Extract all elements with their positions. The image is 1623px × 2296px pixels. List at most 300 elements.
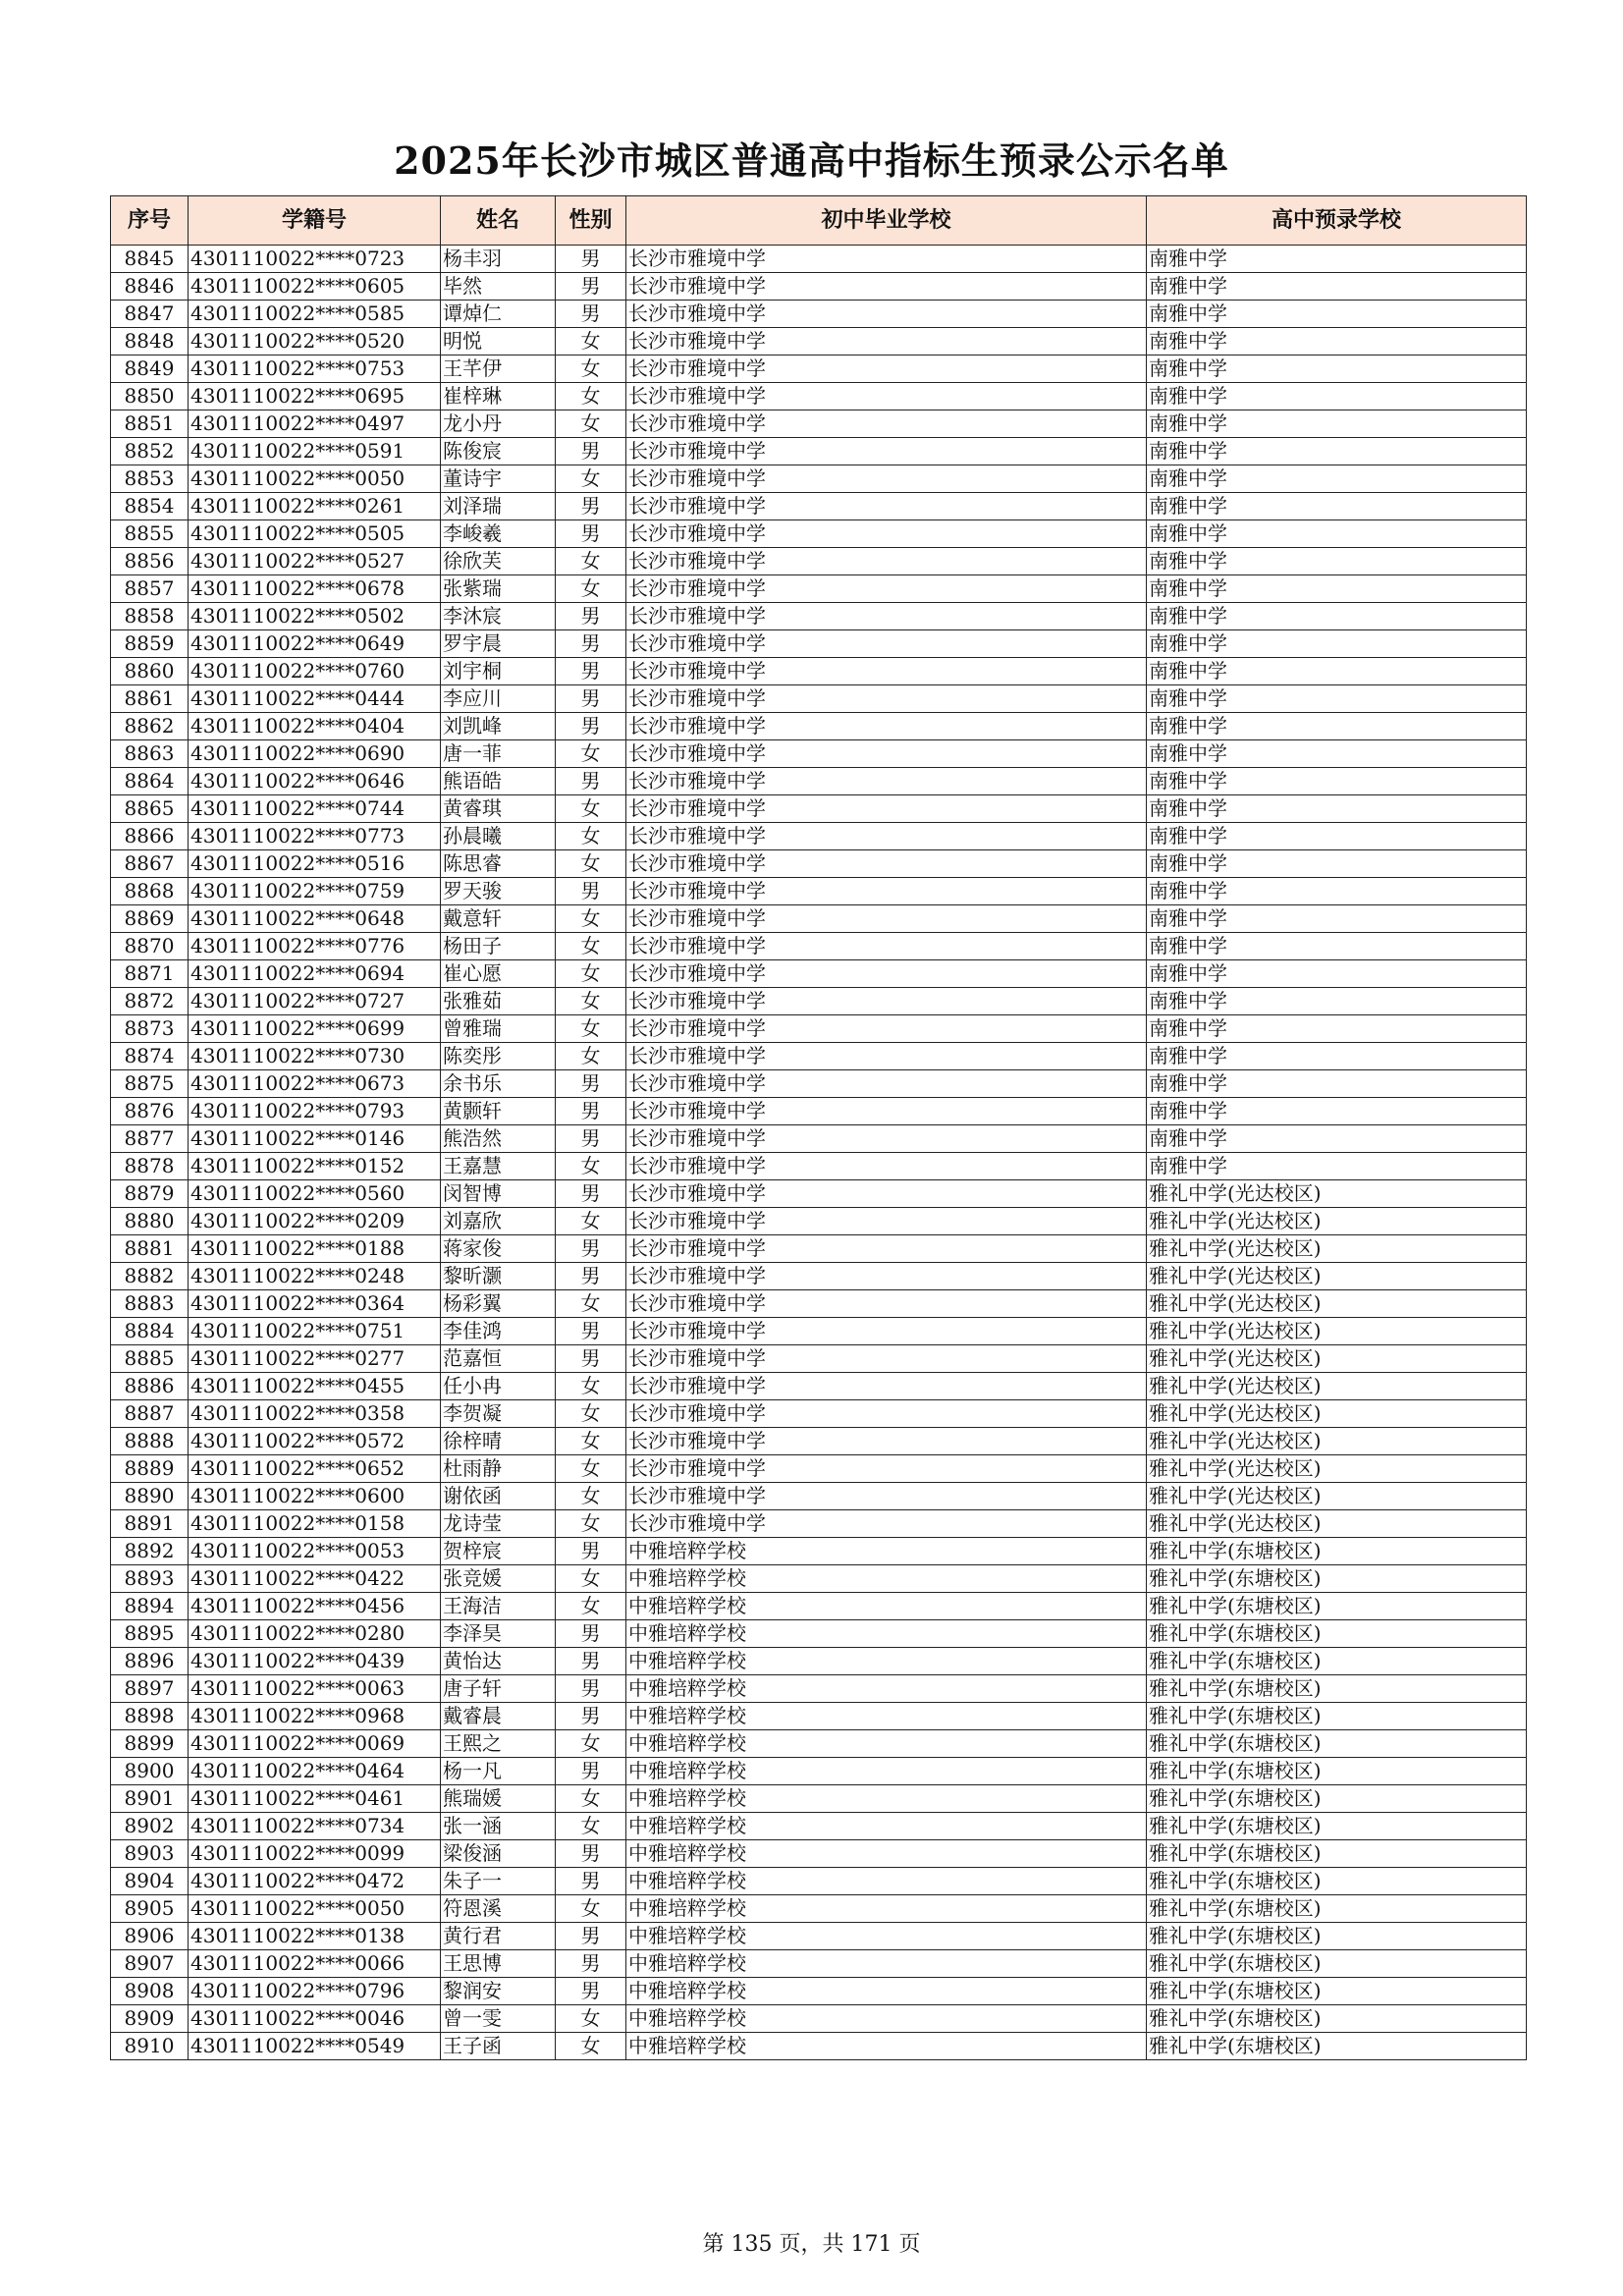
cell-middle-school: 长沙市雅境中学 — [626, 465, 1147, 493]
cell-middle-school: 中雅培粹学校 — [626, 1895, 1147, 1923]
cell-seq: 8857 — [111, 575, 189, 603]
cell-high-school: 南雅中学 — [1147, 301, 1527, 328]
cell-name: 陈奕彤 — [441, 1043, 556, 1070]
cell-middle-school: 长沙市雅境中学 — [626, 1015, 1147, 1043]
cell-student-id: 4301110022****0520 — [189, 328, 441, 355]
cell-middle-school: 中雅培粹学校 — [626, 1730, 1147, 1758]
cell-gender: 女 — [556, 410, 626, 438]
cell-high-school: 南雅中学 — [1147, 878, 1527, 905]
table-row — [111, 1043, 1527, 1070]
cell-seq: 8872 — [111, 988, 189, 1015]
table-row — [111, 548, 1527, 575]
cell-student-id: 4301110022****0796 — [189, 1978, 441, 2005]
cell-name: 徐梓晴 — [441, 1428, 556, 1455]
cell-middle-school: 长沙市雅境中学 — [626, 438, 1147, 465]
table-row — [111, 1538, 1527, 1565]
table-row — [111, 301, 1527, 328]
cell-student-id: 4301110022****0753 — [189, 355, 441, 383]
cell-seq: 8889 — [111, 1455, 189, 1483]
cell-high-school: 南雅中学 — [1147, 795, 1527, 823]
cell-high-school: 南雅中学 — [1147, 1043, 1527, 1070]
cell-high-school: 雅礼中学(光达校区) — [1147, 1400, 1527, 1428]
cell-high-school: 南雅中学 — [1147, 603, 1527, 630]
cell-student-id: 4301110022****0648 — [189, 905, 441, 933]
cell-gender: 女 — [556, 1730, 626, 1758]
table-row — [111, 1758, 1527, 1785]
cell-middle-school: 中雅培粹学校 — [626, 1950, 1147, 1978]
cell-student-id: 4301110022****0050 — [189, 1895, 441, 1923]
cell-gender: 男 — [556, 1923, 626, 1950]
cell-gender: 女 — [556, 1373, 626, 1400]
cell-middle-school: 长沙市雅境中学 — [626, 685, 1147, 713]
cell-high-school: 南雅中学 — [1147, 1070, 1527, 1098]
cell-seq: 8874 — [111, 1043, 189, 1070]
cell-name: 王嘉慧 — [441, 1153, 556, 1180]
cell-high-school: 南雅中学 — [1147, 493, 1527, 520]
cell-gender: 男 — [556, 1070, 626, 1098]
cell-middle-school: 长沙市雅境中学 — [626, 1208, 1147, 1235]
cell-name: 曾一雯 — [441, 2005, 556, 2033]
cell-student-id: 4301110022****0744 — [189, 795, 441, 823]
cell-high-school: 雅礼中学(光达校区) — [1147, 1318, 1527, 1345]
cell-gender: 男 — [556, 1675, 626, 1703]
cell-high-school: 南雅中学 — [1147, 1125, 1527, 1153]
cell-student-id: 4301110022****0699 — [189, 1015, 441, 1043]
cell-student-id: 4301110022****0516 — [189, 850, 441, 878]
cell-middle-school: 长沙市雅境中学 — [626, 740, 1147, 768]
cell-gender: 女 — [556, 548, 626, 575]
header-name: 姓名 — [441, 196, 556, 246]
cell-name: 李佳鸿 — [441, 1318, 556, 1345]
table-row — [111, 823, 1527, 850]
cell-middle-school: 长沙市雅境中学 — [626, 1290, 1147, 1318]
cell-high-school: 雅礼中学(东塘校区) — [1147, 2005, 1527, 2033]
cell-student-id: 4301110022****0152 — [189, 1153, 441, 1180]
cell-seq: 8863 — [111, 740, 189, 768]
cell-high-school: 南雅中学 — [1147, 246, 1527, 273]
cell-name: 戴睿晨 — [441, 1703, 556, 1730]
cell-middle-school: 长沙市雅境中学 — [626, 850, 1147, 878]
table-row — [111, 905, 1527, 933]
page-title: 2025年长沙市城区普通高中指标生预录公示名单 — [394, 138, 1229, 183]
table-row — [111, 1318, 1527, 1345]
table-row — [111, 410, 1527, 438]
cell-high-school: 南雅中学 — [1147, 960, 1527, 988]
table-row — [111, 1648, 1527, 1675]
cell-gender: 男 — [556, 493, 626, 520]
cell-student-id: 4301110022****0046 — [189, 2005, 441, 2033]
cell-name: 张一涵 — [441, 1813, 556, 1840]
cell-middle-school: 长沙市雅境中学 — [626, 328, 1147, 355]
cell-gender: 女 — [556, 850, 626, 878]
cell-name: 陈俊宸 — [441, 438, 556, 465]
table-row — [111, 1565, 1527, 1593]
table-row — [111, 1950, 1527, 1978]
cell-seq: 8885 — [111, 1345, 189, 1373]
table-row — [111, 1620, 1527, 1648]
cell-name: 张雅茹 — [441, 988, 556, 1015]
cell-name: 符恩溪 — [441, 1895, 556, 1923]
cell-gender: 女 — [556, 1455, 626, 1483]
cell-seq: 8895 — [111, 1620, 189, 1648]
cell-student-id: 4301110022****0099 — [189, 1840, 441, 1868]
cell-high-school: 南雅中学 — [1147, 465, 1527, 493]
table-header — [111, 196, 1527, 246]
cell-student-id: 4301110022****0572 — [189, 1428, 441, 1455]
cell-gender: 女 — [556, 1483, 626, 1510]
cell-name: 熊瑞媛 — [441, 1785, 556, 1813]
cell-seq: 8852 — [111, 438, 189, 465]
cell-seq: 8891 — [111, 1510, 189, 1538]
cell-seq: 8871 — [111, 960, 189, 988]
table-row — [111, 658, 1527, 685]
cell-seq: 8862 — [111, 713, 189, 740]
cell-middle-school: 长沙市雅境中学 — [626, 383, 1147, 410]
cell-student-id: 4301110022****0527 — [189, 548, 441, 575]
cell-high-school: 南雅中学 — [1147, 548, 1527, 575]
cell-student-id: 4301110022****0455 — [189, 1373, 441, 1400]
cell-name: 黄行君 — [441, 1923, 556, 1950]
cell-seq: 8909 — [111, 2005, 189, 2033]
cell-middle-school: 中雅培粹学校 — [626, 1868, 1147, 1895]
cell-name: 孙晨曦 — [441, 823, 556, 850]
cell-high-school: 南雅中学 — [1147, 685, 1527, 713]
cell-name: 崔心愿 — [441, 960, 556, 988]
cell-gender: 女 — [556, 1208, 626, 1235]
cell-student-id: 4301110022****0751 — [189, 1318, 441, 1345]
cell-name: 杨田子 — [441, 933, 556, 960]
cell-name: 王海洁 — [441, 1593, 556, 1620]
table-row — [111, 1098, 1527, 1125]
cell-seq: 8864 — [111, 768, 189, 795]
cell-student-id: 4301110022****0678 — [189, 575, 441, 603]
table-row — [111, 1483, 1527, 1510]
table-row — [111, 850, 1527, 878]
cell-student-id: 4301110022****0404 — [189, 713, 441, 740]
cell-student-id: 4301110022****0456 — [189, 1593, 441, 1620]
cell-student-id: 4301110022****0277 — [189, 1345, 441, 1373]
cell-student-id: 4301110022****0968 — [189, 1703, 441, 1730]
cell-student-id: 4301110022****0585 — [189, 301, 441, 328]
table-row — [111, 1180, 1527, 1208]
table-row — [111, 1455, 1527, 1483]
cell-student-id: 4301110022****0734 — [189, 1813, 441, 1840]
cell-seq: 8865 — [111, 795, 189, 823]
header-seq: 序号 — [111, 196, 189, 246]
cell-name: 李泽昊 — [441, 1620, 556, 1648]
cell-middle-school: 长沙市雅境中学 — [626, 493, 1147, 520]
cell-name: 任小冉 — [441, 1373, 556, 1400]
cell-name: 毕然 — [441, 273, 556, 301]
cell-seq: 8901 — [111, 1785, 189, 1813]
cell-name: 唐子轩 — [441, 1675, 556, 1703]
cell-gender: 男 — [556, 438, 626, 465]
cell-middle-school: 中雅培粹学校 — [626, 1840, 1147, 1868]
cell-high-school: 南雅中学 — [1147, 520, 1527, 548]
cell-high-school: 雅礼中学(东塘校区) — [1147, 1950, 1527, 1978]
cell-gender: 女 — [556, 1015, 626, 1043]
table-row — [111, 493, 1527, 520]
cell-middle-school: 长沙市雅境中学 — [626, 1153, 1147, 1180]
cell-middle-school: 长沙市雅境中学 — [626, 1483, 1147, 1510]
cell-name: 李应川 — [441, 685, 556, 713]
cell-middle-school: 中雅培粹学校 — [626, 1758, 1147, 1785]
cell-seq: 8859 — [111, 630, 189, 658]
cell-name: 杨彩翼 — [441, 1290, 556, 1318]
cell-student-id: 4301110022****0358 — [189, 1400, 441, 1428]
cell-student-id: 4301110022****0497 — [189, 410, 441, 438]
cell-student-id: 4301110022****0464 — [189, 1758, 441, 1785]
cell-student-id: 4301110022****0422 — [189, 1565, 441, 1593]
cell-high-school: 南雅中学 — [1147, 273, 1527, 301]
cell-name: 黎昕灏 — [441, 1263, 556, 1290]
cell-gender: 女 — [556, 823, 626, 850]
cell-gender: 男 — [556, 1868, 626, 1895]
cell-name: 龙诗莹 — [441, 1510, 556, 1538]
cell-gender: 男 — [556, 1345, 626, 1373]
cell-seq: 8907 — [111, 1950, 189, 1978]
cell-high-school: 雅礼中学(东塘校区) — [1147, 1538, 1527, 1565]
table-row — [111, 1153, 1527, 1180]
cell-name: 李贺凝 — [441, 1400, 556, 1428]
cell-student-id: 4301110022****0723 — [189, 246, 441, 273]
header-student-id: 学籍号 — [189, 196, 441, 246]
cell-name: 范嘉恒 — [441, 1345, 556, 1373]
table-row — [111, 2005, 1527, 2033]
cell-gender: 男 — [556, 713, 626, 740]
cell-seq: 8854 — [111, 493, 189, 520]
cell-seq: 8851 — [111, 410, 189, 438]
cell-name: 李峻羲 — [441, 520, 556, 548]
cell-student-id: 4301110022****0759 — [189, 878, 441, 905]
cell-name: 罗天骏 — [441, 878, 556, 905]
cell-gender: 女 — [556, 383, 626, 410]
cell-seq: 8886 — [111, 1373, 189, 1400]
cell-high-school: 雅礼中学(光达校区) — [1147, 1208, 1527, 1235]
cell-middle-school: 长沙市雅境中学 — [626, 1400, 1147, 1428]
cell-name: 刘凯峰 — [441, 713, 556, 740]
cell-middle-school: 长沙市雅境中学 — [626, 410, 1147, 438]
cell-middle-school: 长沙市雅境中学 — [626, 1043, 1147, 1070]
cell-gender: 男 — [556, 1978, 626, 2005]
cell-middle-school: 长沙市雅境中学 — [626, 301, 1147, 328]
cell-gender: 女 — [556, 740, 626, 768]
cell-student-id: 4301110022****0209 — [189, 1208, 441, 1235]
cell-name: 刘泽瑞 — [441, 493, 556, 520]
cell-name: 王子函 — [441, 2033, 556, 2060]
cell-gender: 女 — [556, 355, 626, 383]
cell-middle-school: 长沙市雅境中学 — [626, 1098, 1147, 1125]
cell-high-school: 南雅中学 — [1147, 410, 1527, 438]
cell-high-school: 雅礼中学(光达校区) — [1147, 1373, 1527, 1400]
cell-student-id: 4301110022****0695 — [189, 383, 441, 410]
cell-middle-school: 中雅培粹学校 — [626, 2005, 1147, 2033]
cell-gender: 女 — [556, 905, 626, 933]
cell-middle-school: 长沙市雅境中学 — [626, 1318, 1147, 1345]
cell-name: 梁俊涵 — [441, 1840, 556, 1868]
cell-high-school: 雅礼中学(东塘校区) — [1147, 1620, 1527, 1648]
cell-middle-school: 中雅培粹学校 — [626, 1538, 1147, 1565]
cell-middle-school: 长沙市雅境中学 — [626, 630, 1147, 658]
cell-high-school: 南雅中学 — [1147, 905, 1527, 933]
table-row — [111, 1510, 1527, 1538]
cell-name: 徐欣芙 — [441, 548, 556, 575]
cell-gender: 女 — [556, 575, 626, 603]
table-row — [111, 1125, 1527, 1153]
cell-high-school: 南雅中学 — [1147, 383, 1527, 410]
cell-name: 贺梓宸 — [441, 1538, 556, 1565]
cell-student-id: 4301110022****0066 — [189, 1950, 441, 1978]
cell-gender: 女 — [556, 960, 626, 988]
cell-gender: 男 — [556, 1180, 626, 1208]
table-row — [111, 1290, 1527, 1318]
cell-name: 黄怡达 — [441, 1648, 556, 1675]
cell-name: 杨丰羽 — [441, 246, 556, 273]
cell-seq: 8904 — [111, 1868, 189, 1895]
cell-middle-school: 长沙市雅境中学 — [626, 1510, 1147, 1538]
cell-student-id: 4301110022****0050 — [189, 465, 441, 493]
table-row — [111, 2033, 1527, 2060]
cell-high-school: 雅礼中学(东塘校区) — [1147, 1978, 1527, 2005]
cell-high-school: 雅礼中学(东塘校区) — [1147, 1593, 1527, 1620]
cell-student-id: 4301110022****0364 — [189, 1290, 441, 1318]
cell-high-school: 雅礼中学(东塘校区) — [1147, 1703, 1527, 1730]
cell-seq: 8879 — [111, 1180, 189, 1208]
table-row — [111, 1813, 1527, 1840]
cell-middle-school: 长沙市雅境中学 — [626, 823, 1147, 850]
cell-middle-school: 长沙市雅境中学 — [626, 768, 1147, 795]
cell-name: 黎润安 — [441, 1978, 556, 2005]
table-row — [111, 273, 1527, 301]
cell-seq: 8900 — [111, 1758, 189, 1785]
cell-student-id: 4301110022****0138 — [189, 1923, 441, 1950]
cell-middle-school: 长沙市雅境中学 — [626, 713, 1147, 740]
table-row — [111, 1868, 1527, 1895]
table-row — [111, 1263, 1527, 1290]
cell-seq: 8888 — [111, 1428, 189, 1455]
cell-student-id: 4301110022****0188 — [189, 1235, 441, 1263]
cell-middle-school: 长沙市雅境中学 — [626, 658, 1147, 685]
cell-gender: 女 — [556, 2005, 626, 2033]
cell-seq: 8902 — [111, 1813, 189, 1840]
cell-seq: 8883 — [111, 1290, 189, 1318]
cell-student-id: 4301110022****0146 — [189, 1125, 441, 1153]
cell-gender: 女 — [556, 1785, 626, 1813]
cell-gender: 男 — [556, 1703, 626, 1730]
cell-middle-school: 长沙市雅境中学 — [626, 1428, 1147, 1455]
cell-seq: 8855 — [111, 520, 189, 548]
cell-middle-school: 长沙市雅境中学 — [626, 795, 1147, 823]
cell-name: 李沐宸 — [441, 603, 556, 630]
cell-student-id: 4301110022****0461 — [189, 1785, 441, 1813]
cell-gender: 男 — [556, 273, 626, 301]
cell-gender: 女 — [556, 1510, 626, 1538]
cell-name: 黄颢轩 — [441, 1098, 556, 1125]
table-row — [111, 520, 1527, 548]
cell-name: 张竞媛 — [441, 1565, 556, 1593]
cell-high-school: 雅礼中学(光达校区) — [1147, 1510, 1527, 1538]
cell-gender: 男 — [556, 1263, 626, 1290]
cell-gender: 男 — [556, 658, 626, 685]
cell-gender: 男 — [556, 1235, 626, 1263]
cell-high-school: 雅礼中学(光达校区) — [1147, 1180, 1527, 1208]
cell-student-id: 4301110022****0649 — [189, 630, 441, 658]
cell-high-school: 南雅中学 — [1147, 988, 1527, 1015]
cell-seq: 8884 — [111, 1318, 189, 1345]
cell-name: 蒋家俊 — [441, 1235, 556, 1263]
cell-student-id: 4301110022****0158 — [189, 1510, 441, 1538]
cell-gender: 男 — [556, 1620, 626, 1648]
cell-seq: 8875 — [111, 1070, 189, 1098]
cell-middle-school: 长沙市雅境中学 — [626, 1070, 1147, 1098]
cell-name: 余书乐 — [441, 1070, 556, 1098]
table-row — [111, 438, 1527, 465]
cell-seq: 8847 — [111, 301, 189, 328]
cell-gender: 男 — [556, 1648, 626, 1675]
cell-gender: 女 — [556, 1593, 626, 1620]
cell-high-school: 雅礼中学(光达校区) — [1147, 1290, 1527, 1318]
cell-high-school: 雅礼中学(东塘校区) — [1147, 1868, 1527, 1895]
cell-high-school: 雅礼中学(东塘校区) — [1147, 1813, 1527, 1840]
table-row — [111, 1703, 1527, 1730]
cell-student-id: 4301110022****0727 — [189, 988, 441, 1015]
cell-name: 董诗宇 — [441, 465, 556, 493]
cell-seq: 8868 — [111, 878, 189, 905]
cell-high-school: 雅礼中学(光达校区) — [1147, 1455, 1527, 1483]
table-row — [111, 1070, 1527, 1098]
cell-seq: 8846 — [111, 273, 189, 301]
cell-gender: 男 — [556, 630, 626, 658]
cell-student-id: 4301110022****0560 — [189, 1180, 441, 1208]
cell-high-school: 南雅中学 — [1147, 713, 1527, 740]
cell-middle-school: 长沙市雅境中学 — [626, 1263, 1147, 1290]
cell-student-id: 4301110022****0549 — [189, 2033, 441, 2060]
table-row — [111, 575, 1527, 603]
cell-gender: 男 — [556, 520, 626, 548]
cell-seq: 8898 — [111, 1703, 189, 1730]
header-gender: 性别 — [556, 196, 626, 246]
cell-student-id: 4301110022****0280 — [189, 1620, 441, 1648]
cell-gender: 男 — [556, 1098, 626, 1125]
cell-student-id: 4301110022****0694 — [189, 960, 441, 988]
cell-high-school: 雅礼中学(光达校区) — [1147, 1235, 1527, 1263]
table-row — [111, 1593, 1527, 1620]
cell-seq: 8908 — [111, 1978, 189, 2005]
table-row — [111, 988, 1527, 1015]
table-row — [111, 1208, 1527, 1235]
cell-gender: 女 — [556, 465, 626, 493]
cell-seq: 8848 — [111, 328, 189, 355]
cell-middle-school: 长沙市雅境中学 — [626, 603, 1147, 630]
cell-student-id: 4301110022****0069 — [189, 1730, 441, 1758]
cell-high-school: 南雅中学 — [1147, 1015, 1527, 1043]
cell-seq: 8860 — [111, 658, 189, 685]
table-row — [111, 328, 1527, 355]
cell-middle-school: 中雅培粹学校 — [626, 1923, 1147, 1950]
cell-student-id: 4301110022****0063 — [189, 1675, 441, 1703]
page-footer: 第 135 页，共 171 页 — [702, 2232, 921, 2257]
cell-seq: 8896 — [111, 1648, 189, 1675]
cell-seq: 8882 — [111, 1263, 189, 1290]
cell-student-id: 4301110022****0439 — [189, 1648, 441, 1675]
cell-gender: 女 — [556, 933, 626, 960]
cell-middle-school: 中雅培粹学校 — [626, 2033, 1147, 2060]
cell-middle-school: 长沙市雅境中学 — [626, 246, 1147, 273]
table-row — [111, 603, 1527, 630]
table-row — [111, 1730, 1527, 1758]
cell-seq: 8869 — [111, 905, 189, 933]
cell-gender: 男 — [556, 1950, 626, 1978]
